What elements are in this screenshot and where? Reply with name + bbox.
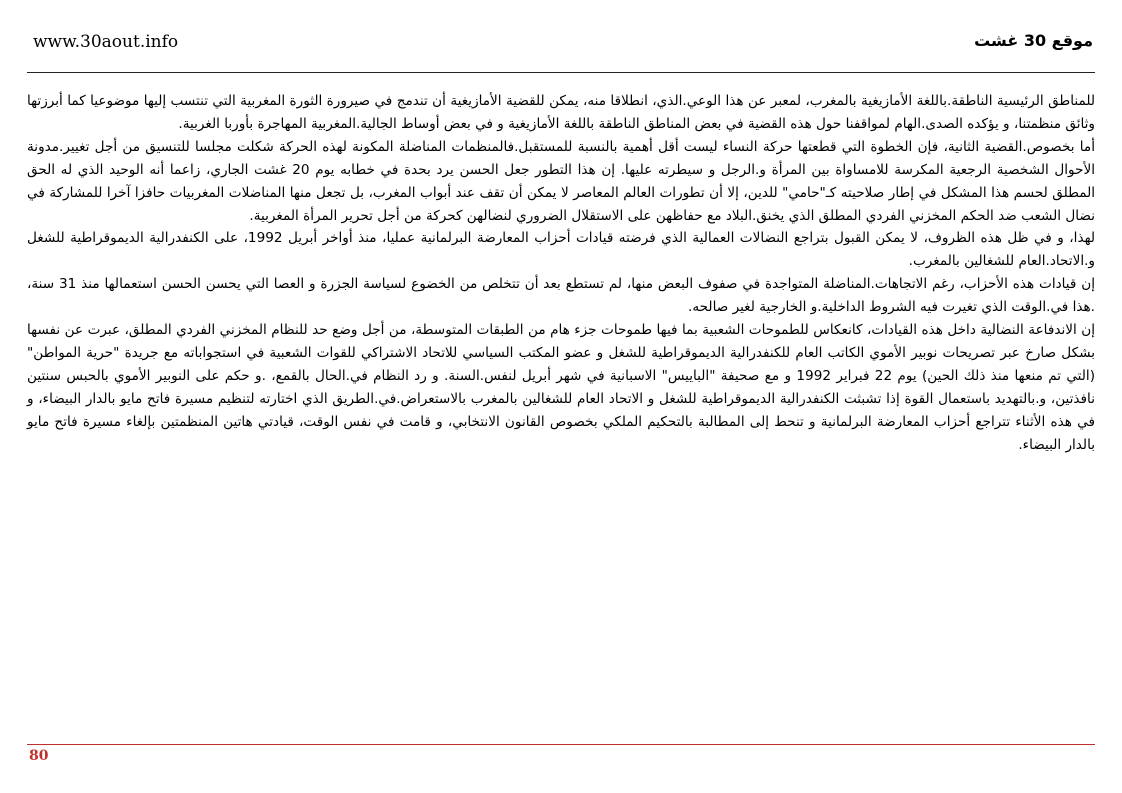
paragraph: للمناطق الرئيسية الناطقة.باللغة الأمازيغية بالمغرب، لمعبر عن هذا الوعي.الذي، انطلاقا منه، يمكن للقضية الأمازيغية أن تندمج في صيرورة الثورة المغربية التي تنتسب إليها موضوعيا كما أبرزتها وثائق منظمتنا، و يؤكده الصدى.الهام لمواقفنا حول هذه القضية في بعض المناطق الناطقة باللغة الأمازيغية و في بعض أوساط الجالية.المغربية المهاجرة بأوربا الغربية. [27, 93, 1095, 132]
article-body [27, 90, 1095, 457]
page-footer [27, 744, 1095, 764]
paragraph: إن قيادات هذه الأحزاب، رغم الاتجاهات.المناضلة المتواجدة في صفوف البعض منها، لم تستطع بعد أن تتخلص من الخضوع لسياسة الجزرة و العصا التي يحسن الحسن استعمالها منذ 31 سنة، .هذا في.الوقت الذي تغيرت فيه الشروط الداخلية.و الخارجية لغير صالحه. [27, 276, 1095, 316]
page-header [27, 28, 1095, 73]
paragraph: أما بخصوص.القضية الثانية، فإن الخطوة التي قطعتها حركة النساء ليست أقل أهمية بالنسبة للمستقبل.فالمنظمات المناضلة المكونة لهذه الحركة شكلت مجلسا للتنسيق من أجل تغيير.مدونة الأحوال الشخصية الرجعية المكرسة للامساواة بين المرأة و.الرجل و سيطرته عليها. إن هذا التطور جعل الحسن يرد بحدة في خطابه يوم 20 غشت الجاري، زاعما أنه الوحيد الذي له الحق المطلق لحسم هذا المشكل في إطار صلاحيته كـ"حامي" للدين، إلا أن تطورات العالم المعاصر لا يمكن أن تقف عند أبواب المغرب، بل تجعل منها المناضلات المغربيات حافزا آخرا للمشاركة في نضال الشعب ضد الحكم المخزني الفردي المطلق الذي يخنق.البلاد مع حفاظهن على الاستقلال الضروري لنضالهن كحركة من أجل تحرير المرأة المغربية. [27, 138, 1095, 224]
paragraph: لهذا، و في ظل هذه الظروف، لا يمكن القبول بتراجع النضالات العمالية الذي فرضته قيادات أحزاب المعارضة البرلمانية عمليا، منذ أواخر أبريل 1992، على الكنفدرالية الديموقراطية للشغل و.الاتحاد.العام للشغالين بالمغرب. [27, 230, 1096, 270]
paragraph: إن الاندفاعة النضالية داخل هذه القيادات، كانعكاس للطموحات الشعبية بما فيها طموحات جزء هام من الطبقات المتوسطة، من أجل وضع حد للنظام المخزني الفردي المطلق، عبرت عن نفسها بشكل صارخ عبر تصريحات نوبير الأموي الكاتب العام للكنفدرالية الديموقراطية للشغل و عضو المكتب السياسي للاتحاد الاشتراكي للقوات الشعبية في استجواباته مع جريدة "حرية المواطن"(التي تم منعها منذ ذلك الحين) يوم 22 فبراير 1992 و مع صحيفة "الباييس" الاسبانية في شهر أبريل لنفس.السنة. و رد النظام في.الحال بالقمع، .و حكم على النوبير الأموي بالحبس سنتين نافذتين، و.بالتهديد باستعمال القوة إذا تشبثت الكنفدرالية الديموقراطية للشغل و الاتحاد العام للشغالين بالمغرب بالاستعراض.في.الطريق الذي اختارته لتنظيم مسيرة فاتح مايو بالدار البيضاء، و في هذه الأثناء تتراجع أحزاب المعارضة البرلمانية و تنحط إلى المطالبة بالتحكيم الملكي بخصوص القانون الانتخابي، و قامت في نفس الوقت، قيادتي هاتين المنظمتين بإلغاء مسيرة فاتح مايو بالدار البيضاء. [27, 322, 1095, 453]
page-number: 80 [29, 748, 49, 764]
site-name: موقع 30 غشت [974, 31, 1093, 50]
site-url: www.30aout.info [33, 32, 179, 52]
